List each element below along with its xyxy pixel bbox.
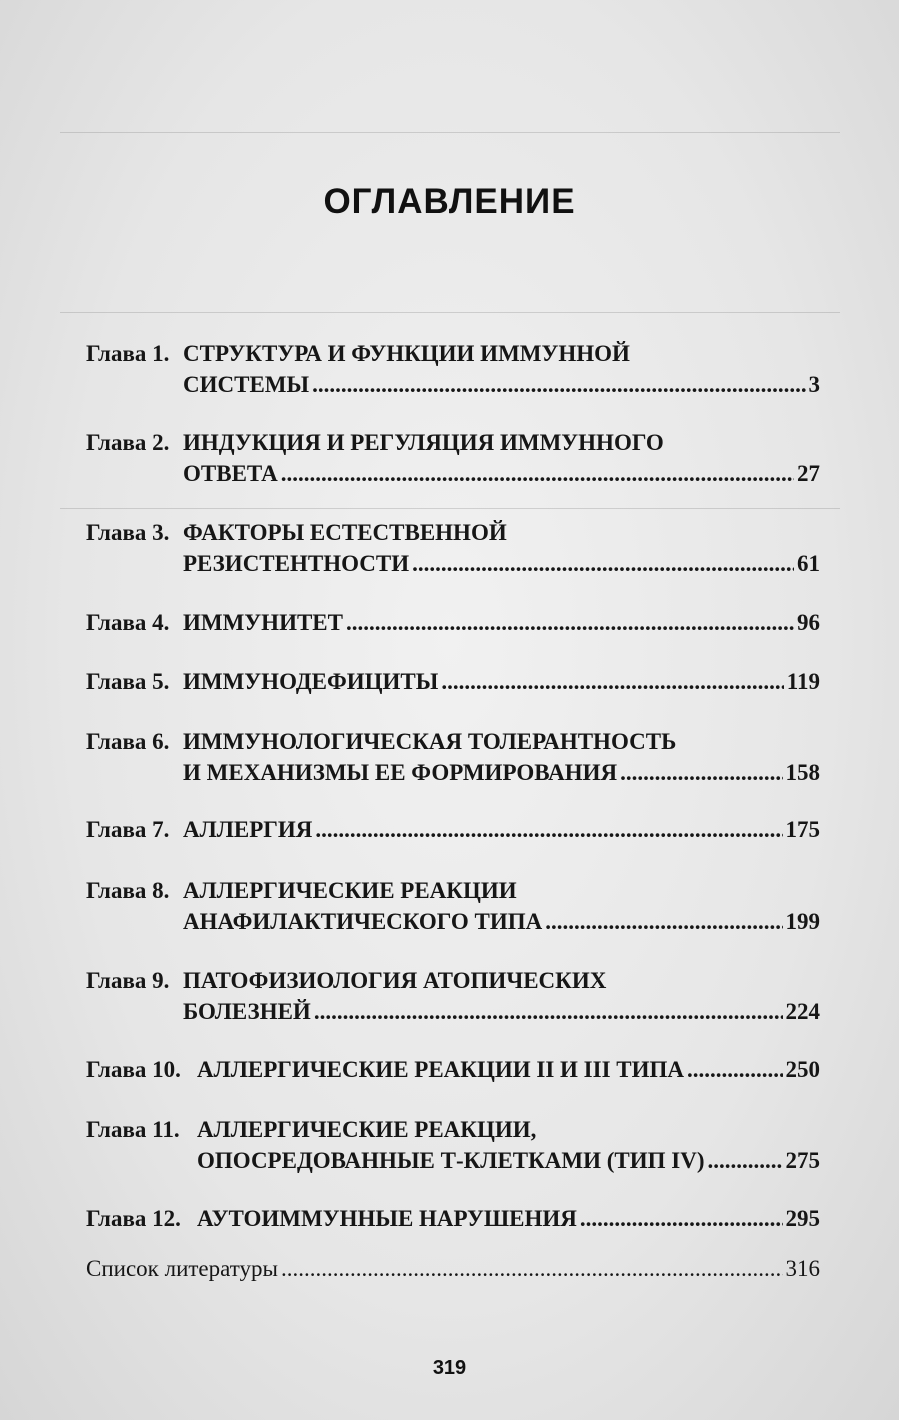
toc-entry-chapter-7[interactable] <box>86 814 820 845</box>
table-of-contents <box>86 0 820 1300</box>
chapter-title-line-1: АЛЛЕРГИЧЕСКИЕ РЕАКЦИИ, <box>197 1117 537 1142</box>
chapter-number: Глава 9. <box>86 968 170 993</box>
chapter-page-number: 295 <box>785 1206 820 1231</box>
chapter-page-number: 158 <box>785 760 820 785</box>
dot-leader <box>441 666 783 697</box>
chapter-page-number: 275 <box>785 1148 820 1173</box>
page-number: 319 <box>432 1357 467 1379</box>
chapter-number: Глава 3. <box>86 520 170 545</box>
chapter-title: АЛЛЕРГИЧЕСКИЕ РЕАКЦИИ II И III ТИПА <box>197 1057 685 1082</box>
chapter-title: ИММУНОДЕФИЦИТЫ <box>183 669 439 694</box>
chapter-title-line-1: СТРУКТУРА И ФУНКЦИИ ИММУННОЙ <box>183 341 630 366</box>
chapter-title: АЛЛЕРГИЯ <box>183 817 313 842</box>
dot-leader <box>281 458 794 489</box>
chapter-title-line-1: ПАТОФИЗИОЛОГИЯ АТОПИЧЕСКИХ <box>183 968 607 993</box>
chapter-number: Глава 8. <box>86 878 170 903</box>
chapter-page-number: 61 <box>797 551 820 576</box>
chapter-title-line-2: ОПОСРЕДОВАННЫЕ Т-КЛЕТКАМИ (ТИП IV) <box>197 1148 705 1173</box>
toc-entry-chapter-10[interactable] <box>86 1054 820 1085</box>
references-page-number: 316 <box>785 1256 820 1281</box>
page-title: ОГЛАВЛЕНИЕ <box>323 182 576 221</box>
dot-leader <box>687 1054 782 1085</box>
dot-leader <box>314 996 783 1027</box>
chapter-page-number: 224 <box>785 999 820 1024</box>
chapter-page-number: 119 <box>786 669 820 694</box>
chapter-number: Глава 5. <box>86 669 170 694</box>
toc-entry-chapter-5[interactable] <box>86 666 820 697</box>
dot-leader <box>346 607 794 638</box>
chapter-number: Глава 10. <box>86 1057 181 1082</box>
dot-leader <box>545 906 782 937</box>
chapter-page-number: 175 <box>785 817 820 842</box>
toc-entry-chapter-4[interactable] <box>86 607 820 638</box>
chapter-title-line-1: ИММУНОЛОГИЧЕСКАЯ ТОЛЕРАНТНОСТЬ <box>183 729 677 754</box>
dot-leader <box>412 548 794 579</box>
chapter-page-number: 199 <box>785 909 820 934</box>
chapter-title-line-2: АНАФИЛАКТИЧЕСКОГО ТИПА <box>183 909 543 934</box>
chapter-page-number: 3 <box>808 372 820 397</box>
toc-entry-chapter-11[interactable] <box>86 1114 820 1176</box>
chapter-number: Глава 7. <box>86 817 170 842</box>
chapter-title-line-2: СИСТЕМЫ <box>183 372 310 397</box>
chapter-title-line-1: ФАКТОРЫ ЕСТЕСТВЕННОЙ <box>183 520 507 545</box>
chapter-title-line-2: БОЛЕЗНЕЙ <box>183 999 311 1024</box>
chapter-number: Глава 1. <box>86 341 170 366</box>
toc-entry-chapter-2[interactable] <box>86 427 820 489</box>
toc-entry-references[interactable] <box>86 1253 820 1284</box>
chapter-title-line-2: РЕЗИСТЕНТНОСТИ <box>183 551 410 576</box>
chapter-page-number: 27 <box>797 461 820 486</box>
dot-leader <box>580 1203 783 1234</box>
chapter-number: Глава 2. <box>86 430 170 455</box>
chapter-title-line-1: ИНДУКЦИЯ И РЕГУЛЯЦИЯ ИММУННОГО <box>183 430 664 455</box>
chapter-title: ИММУНИТЕТ <box>183 610 343 635</box>
toc-entry-chapter-9[interactable] <box>86 965 820 1027</box>
chapter-number: Глава 12. <box>86 1206 181 1231</box>
references-label: Список литературы <box>86 1256 278 1281</box>
dot-leader <box>620 757 782 788</box>
toc-entry-chapter-3[interactable] <box>86 517 820 579</box>
chapter-title: АУТОИММУННЫЕ НАРУШЕНИЯ <box>197 1206 577 1231</box>
dot-leader <box>315 814 782 845</box>
chapter-title-line-1: АЛЛЕРГИЧЕСКИЕ РЕАКЦИИ <box>183 878 517 903</box>
toc-entry-chapter-12[interactable] <box>86 1203 820 1234</box>
chapter-number: Глава 11. <box>86 1117 180 1142</box>
toc-entry-chapter-1[interactable] <box>86 338 820 400</box>
chapter-page-number: 96 <box>797 610 820 635</box>
dot-leader <box>281 1253 783 1284</box>
chapter-number: Глава 6. <box>86 729 170 754</box>
chapter-number: Глава 4. <box>86 610 170 635</box>
dot-leader <box>708 1145 783 1176</box>
chapter-page-number: 250 <box>785 1057 820 1082</box>
toc-entry-chapter-8[interactable] <box>86 875 820 937</box>
toc-entry-chapter-6[interactable] <box>86 726 820 788</box>
chapter-title-line-2: И МЕХАНИЗМЫ ЕЕ ФОРМИРОВАНИЯ <box>183 760 618 785</box>
chapter-title-line-2: ОТВЕТА <box>183 461 278 486</box>
dot-leader <box>312 369 805 400</box>
